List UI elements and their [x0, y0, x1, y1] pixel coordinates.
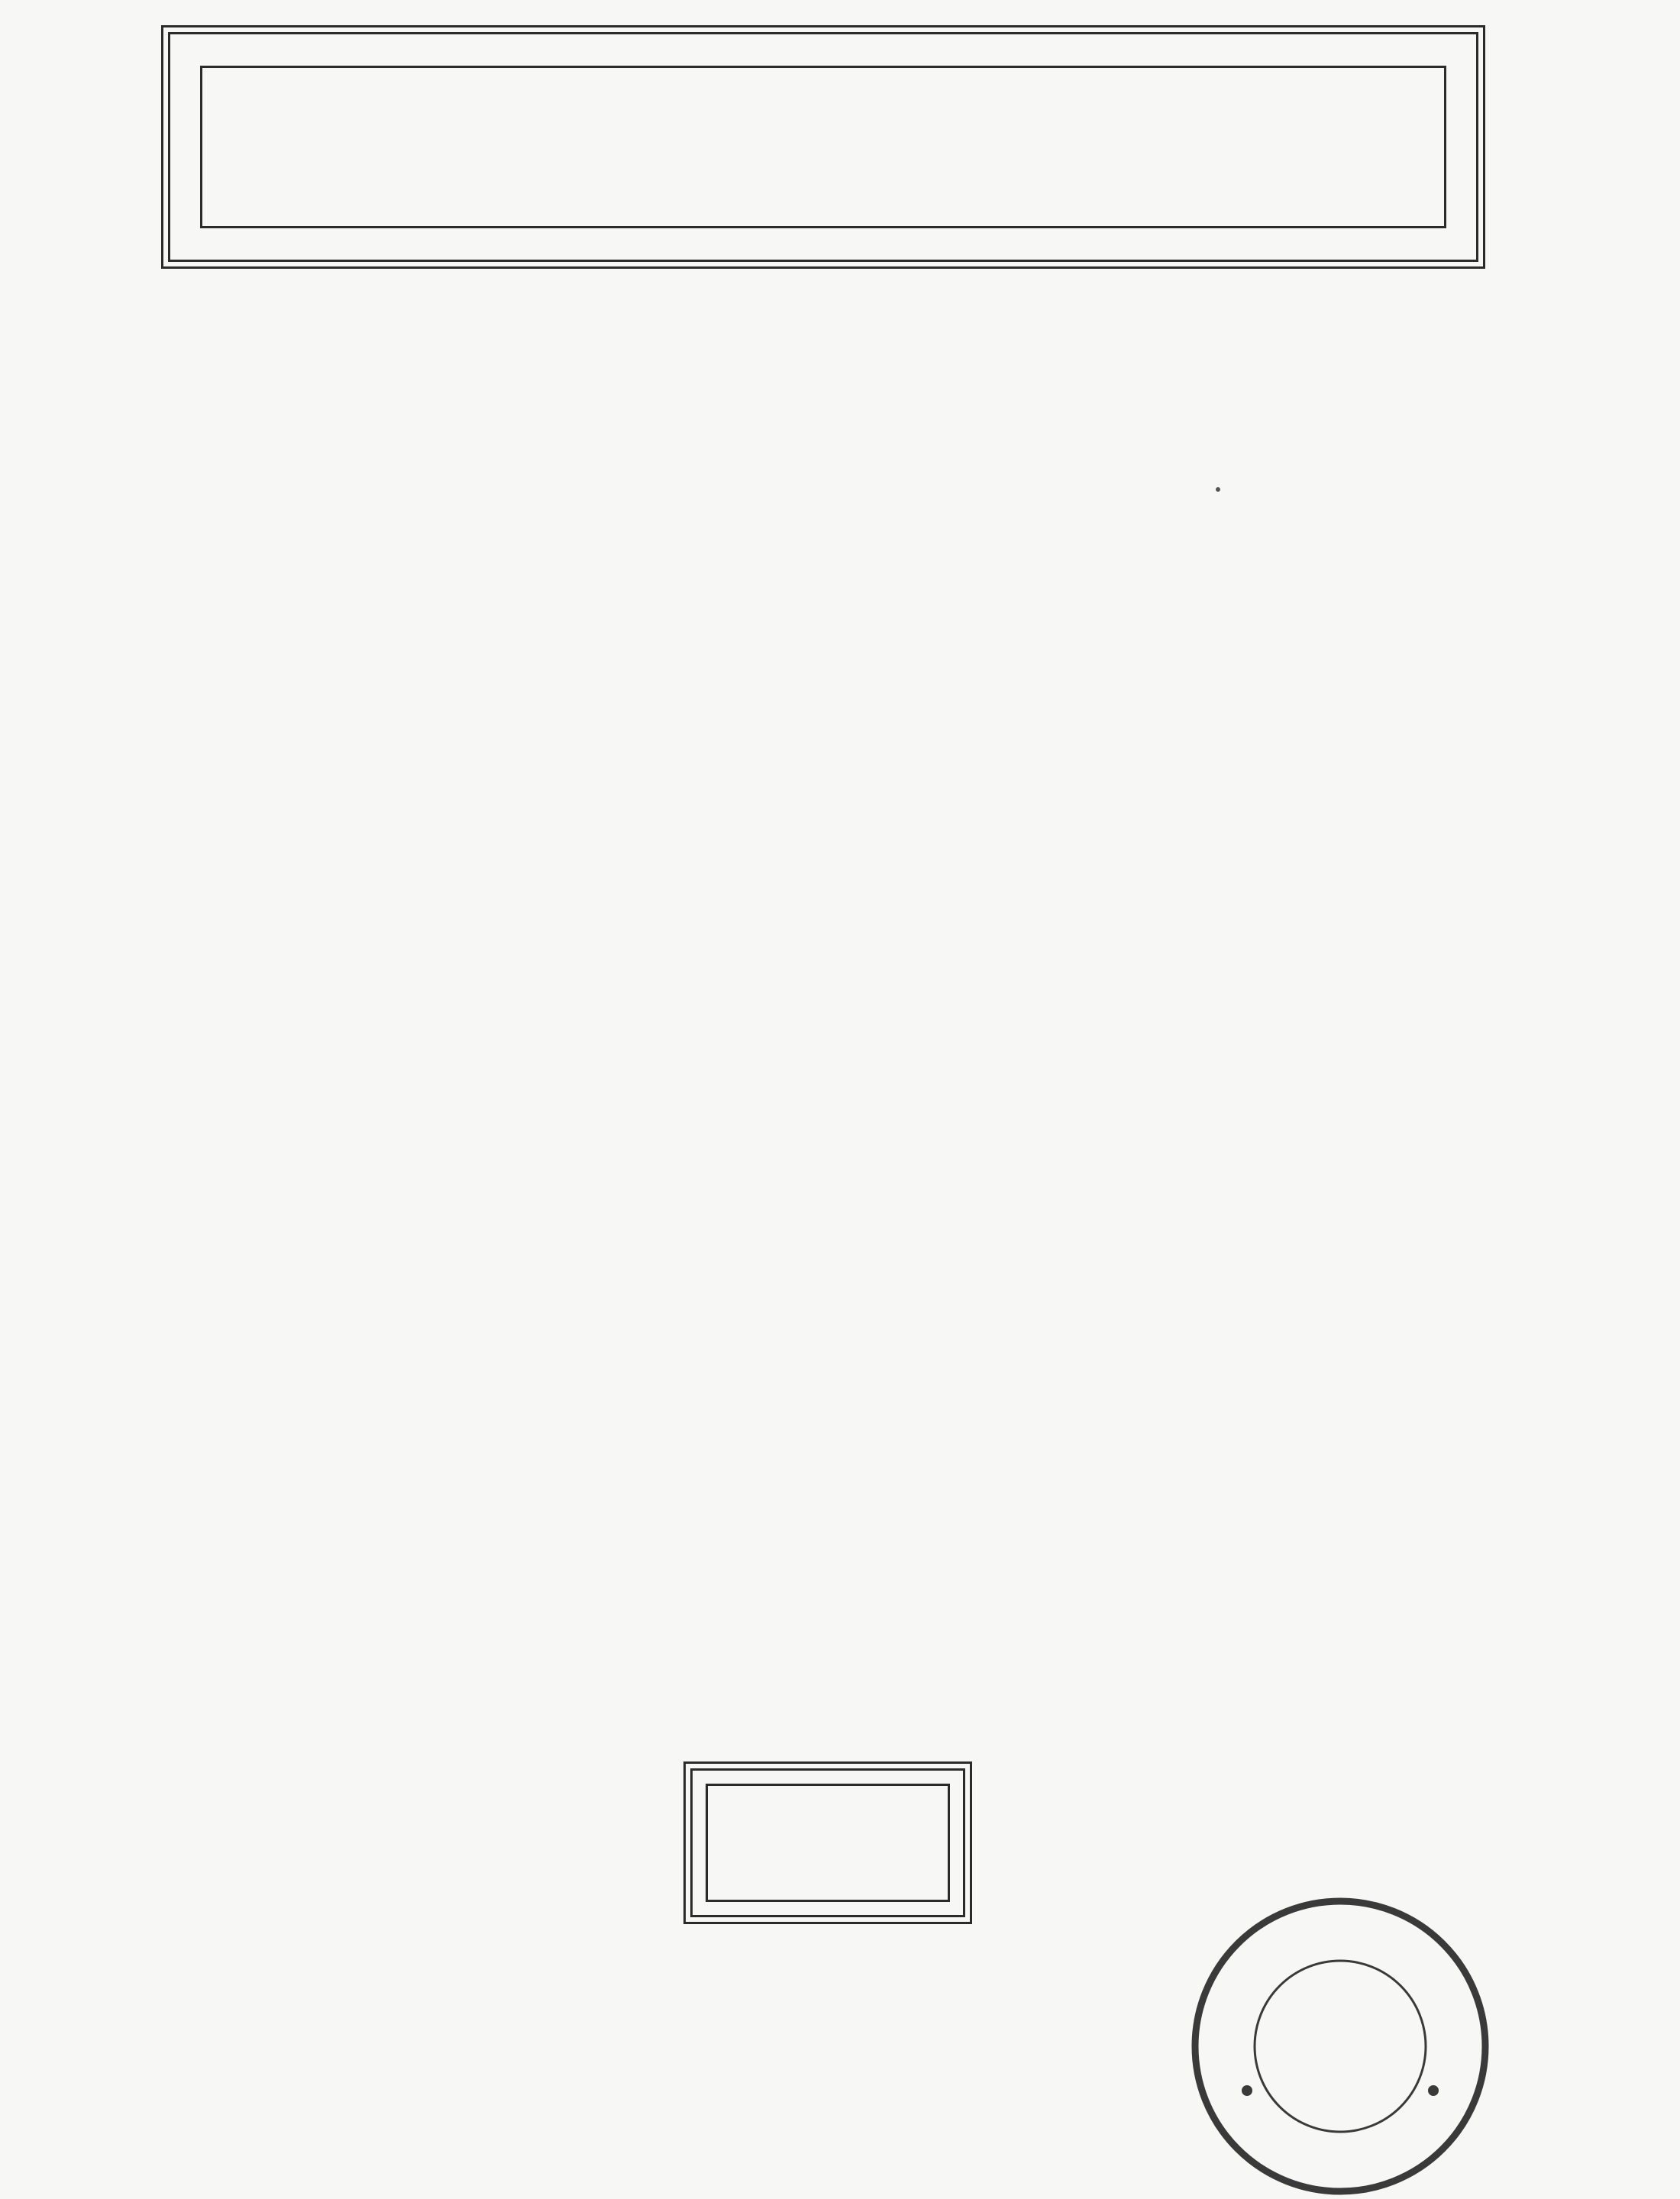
stamp-inner-ring — [1255, 1961, 1426, 2132]
bottom-ornament-frame — [683, 1761, 972, 1924]
bottom-ornament-panel — [706, 1784, 950, 1902]
library-stamp — [1187, 1894, 1493, 2199]
stamp-outer-ring — [1195, 1901, 1485, 2191]
ink-speck — [1216, 487, 1220, 492]
palmette-tailpiece — [708, 1786, 948, 1900]
body-paragraph — [162, 510, 1487, 622]
palmette-frieze — [202, 68, 1444, 226]
stamp-dot-right — [1428, 2085, 1439, 2096]
stamp-dot-left — [1242, 2085, 1252, 2096]
top-ornament-frame — [161, 25, 1485, 269]
top-ornament-panel — [200, 66, 1446, 228]
